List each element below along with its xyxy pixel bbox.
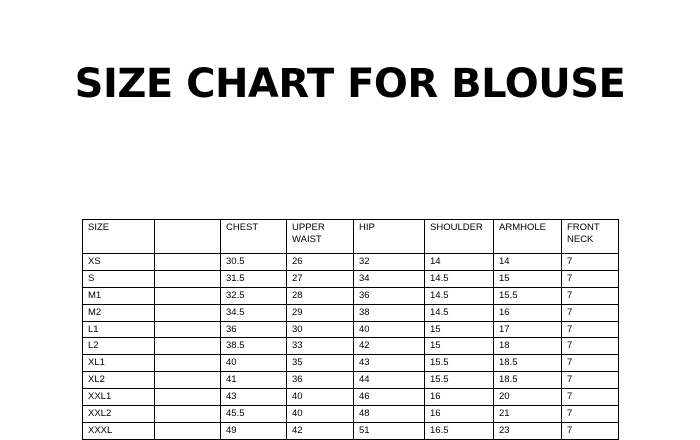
table-row	[83, 372, 619, 389]
table-row	[83, 304, 619, 321]
cell-front-neck: 7	[562, 389, 619, 406]
cell-shoulder: 16	[425, 389, 494, 406]
cell-shoulder: 15.5	[425, 372, 494, 389]
table-row	[83, 422, 619, 439]
column-header-armhole-line1: ARMHOLE	[499, 222, 546, 233]
cell-upper-waist: 27	[287, 270, 354, 287]
table-row	[83, 287, 619, 304]
cell-shoulder: 15	[425, 338, 494, 355]
cell-armhole: 20	[494, 389, 562, 406]
cell-upper-waist: 42	[287, 422, 354, 439]
column-header-upper-waist-line2: WAIST	[292, 233, 322, 245]
cell-shoulder: 14.5	[425, 304, 494, 321]
cell-upper-waist: 30	[287, 321, 354, 338]
table-row	[83, 405, 619, 422]
column-header-blank	[155, 220, 221, 254]
cell-front-neck: 7	[562, 321, 619, 338]
cell-shoulder: 16	[425, 405, 494, 422]
cell-size: XL1	[83, 355, 155, 372]
cell-size: XXXL	[83, 422, 155, 439]
cell-chest: 40	[221, 355, 287, 372]
cell-upper-waist: 40	[287, 405, 354, 422]
cell-blank	[155, 355, 221, 372]
column-header-upper-waist-line1: UPPER	[292, 222, 325, 233]
table-row	[83, 355, 619, 372]
column-header-size	[83, 220, 155, 254]
cell-upper-waist: 40	[287, 389, 354, 406]
cell-front-neck: 7	[562, 254, 619, 271]
cell-chest: 49	[221, 422, 287, 439]
cell-size: M1	[83, 287, 155, 304]
cell-size: M2	[83, 304, 155, 321]
column-header-front-neck-line2: NECK	[567, 233, 594, 245]
cell-front-neck: 7	[562, 287, 619, 304]
cell-blank	[155, 372, 221, 389]
cell-armhole: 18	[494, 338, 562, 355]
cell-armhole: 18.5	[494, 372, 562, 389]
cell-hip: 38	[354, 304, 425, 321]
cell-armhole: 16	[494, 304, 562, 321]
cell-front-neck: 7	[562, 405, 619, 422]
column-header-hip	[354, 220, 425, 254]
cell-armhole: 18.5	[494, 355, 562, 372]
cell-shoulder: 14.5	[425, 270, 494, 287]
cell-chest: 43	[221, 389, 287, 406]
cell-front-neck: 7	[562, 372, 619, 389]
cell-upper-waist: 35	[287, 355, 354, 372]
cell-chest: 38.5	[221, 338, 287, 355]
cell-shoulder: 14.5	[425, 287, 494, 304]
cell-chest: 32.5	[221, 287, 287, 304]
table-row	[83, 254, 619, 271]
column-header-front-neck	[562, 220, 619, 254]
column-header-hip-line1: HIP	[359, 222, 375, 233]
cell-upper-waist: 26	[287, 254, 354, 271]
cell-size: L1	[83, 321, 155, 338]
cell-chest: 34.5	[221, 304, 287, 321]
cell-hip: 34	[354, 270, 425, 287]
cell-hip: 36	[354, 287, 425, 304]
cell-chest: 30.5	[221, 254, 287, 271]
cell-armhole: 23	[494, 422, 562, 439]
table-row	[83, 338, 619, 355]
table-row	[83, 321, 619, 338]
column-header-size-line1: SIZE	[88, 222, 110, 233]
cell-shoulder: 15.5	[425, 355, 494, 372]
size-chart-container	[82, 219, 618, 440]
cell-hip: 42	[354, 338, 425, 355]
cell-armhole: 17	[494, 321, 562, 338]
cell-chest: 45.5	[221, 405, 287, 422]
column-header-chest-line1: CHEST	[226, 222, 259, 233]
cell-chest: 41	[221, 372, 287, 389]
column-header-upper-waist	[287, 220, 354, 254]
column-header-shoulder	[425, 220, 494, 254]
cell-hip: 48	[354, 405, 425, 422]
cell-hip: 43	[354, 355, 425, 372]
cell-shoulder: 14	[425, 254, 494, 271]
column-header-armhole	[494, 220, 562, 254]
table-row	[83, 270, 619, 287]
cell-hip: 40	[354, 321, 425, 338]
cell-upper-waist: 28	[287, 287, 354, 304]
table-header-row	[83, 220, 619, 254]
column-header-shoulder-line1: SHOULDER	[430, 222, 483, 233]
cell-blank	[155, 405, 221, 422]
cell-front-neck: 7	[562, 304, 619, 321]
cell-armhole: 21	[494, 405, 562, 422]
cell-size: L2	[83, 338, 155, 355]
cell-blank	[155, 422, 221, 439]
cell-blank	[155, 270, 221, 287]
column-header-chest	[221, 220, 287, 254]
cell-blank	[155, 389, 221, 406]
cell-armhole: 15.5	[494, 287, 562, 304]
table-row	[83, 389, 619, 406]
cell-front-neck: 7	[562, 270, 619, 287]
column-header-front-neck-line1: FRONT	[567, 222, 600, 233]
cell-size: XXL2	[83, 405, 155, 422]
cell-hip: 51	[354, 422, 425, 439]
cell-hip: 46	[354, 389, 425, 406]
cell-hip: 44	[354, 372, 425, 389]
cell-armhole: 14	[494, 254, 562, 271]
cell-chest: 31.5	[221, 270, 287, 287]
size-chart-table	[82, 219, 619, 440]
cell-chest: 36	[221, 321, 287, 338]
cell-upper-waist: 36	[287, 372, 354, 389]
cell-size: S	[83, 270, 155, 287]
cell-blank	[155, 287, 221, 304]
cell-armhole: 15	[494, 270, 562, 287]
cell-size: XXL1	[83, 389, 155, 406]
cell-upper-waist: 33	[287, 338, 354, 355]
page-title: SIZE CHART FOR BLOUSE	[74, 61, 626, 107]
cell-blank	[155, 338, 221, 355]
cell-size: XL2	[83, 372, 155, 389]
cell-shoulder: 16.5	[425, 422, 494, 439]
cell-blank	[155, 304, 221, 321]
cell-blank	[155, 254, 221, 271]
cell-front-neck: 7	[562, 422, 619, 439]
cell-front-neck: 7	[562, 338, 619, 355]
cell-blank	[155, 321, 221, 338]
cell-upper-waist: 29	[287, 304, 354, 321]
cell-front-neck: 7	[562, 355, 619, 372]
cell-size: XS	[83, 254, 155, 271]
cell-hip: 32	[354, 254, 425, 271]
cell-shoulder: 15	[425, 321, 494, 338]
